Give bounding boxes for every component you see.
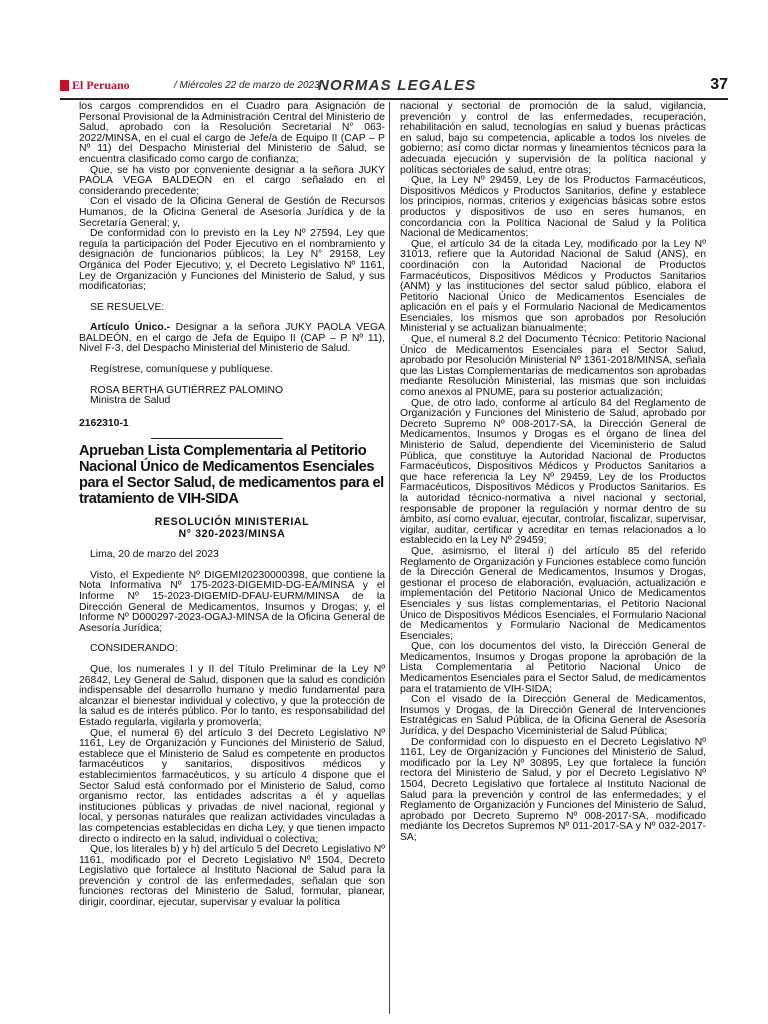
closing-line: Regístrese, comuníquese y publíquese. bbox=[90, 364, 274, 376]
paragraph: Que, el numeral 6) del artículo 3 del Decreto Legislativo Nº 1161, Ley de Organización y Funciones del Ministerio de Salud, establece que el Ministerio de Salud es competente en productos farmacéuticos y sanitarios, dispositivos médicos y establecimientos farmacéuticos, y su artículo 4 dispone que el Sector Salud está conformado por el Ministerio de Salud, como organismo rector, las entidades adscritas a él y aquellas instituciones públicas y privadas de nivel nacional, regional y local, y personas naturales que realizan actividades vinculadas a las competencias establecidas en dicha Ley, y que tienen impacto directo o indirecto en la salud, individual o colectiva; bbox=[79, 727, 385, 845]
paragraph: Que, se ha visto por conveniente designar a la señora JUKY PAOLA VEGA BALDEÓN en el cargo señalado en el considerando precedente; bbox=[79, 164, 385, 197]
divider-rule bbox=[151, 438, 283, 439]
left-column bbox=[79, 102, 385, 909]
paragraph: De conformidad con lo dispuesto en el Decreto Legislativo Nº 1161, Ley de Organización y Funciones del Ministerio de Salud, modificado por la Ley Nº 30895, Ley que fortalece la función rectora del Ministerio de Salud, y por el Decreto Legislativo Nº 1504, Decreto Legislativo que fortalece al Instituto Nacional de Salud para la prevención y control de las enfermedades; y el Reglamento de Organización y Funciones del Ministerio de Salud, aprobado por Decreto Supremo Nº 008-2017-SA, modificado mediante los Decretos Supremos Nº 011-2017-SA y Nº 032-2017-SA; bbox=[400, 736, 706, 843]
paragraph: Con el visado de la Oficina General de Gestión de Recursos Humanos, de la Oficina General de Asesoría Jurídica y de la Secretaría General; y, bbox=[79, 196, 385, 229]
paragraph: Que, de otro lado, conforme al artículo 84 del Reglamento de Organización y Funciones del Ministerio de Salud, aprobado por Decreto Supremo Nº 008-2017-SA, la Dirección General de Medicamentos, Insumos y Drogas es el órgano de línea del Ministerio de Salud, dependiente del Viceministerio de Salud Pública, que constituye la Autoridad Nacional de Productos Farmacéuticos, Dispositivos Médicos y Productos Sanitarios a que hace referencia la Ley Nº 29459, Ley de los Productos Farmacéuticos, Dispositivos Médicos y Productos Sanitarios. Es la autoridad técnico-normativa a nivel nacional y sectorial, responsable de proponer la regulación y normar dentro de su ámbito, así como evaluar, ejecutar, controlar, fiscalizar, supervisar, vigilar, auditar, certificar y acreditar en temas relacionados a lo establecido en la Ley Nº 29459; bbox=[400, 397, 706, 547]
paragraph: nacional y sectorial de promoción de la salud, vigilancia, prevención y control de las enfermedades, recuperación, rehabilitación en salud, tecnologías en salud y buenas prácticas en salud, bajo su competencia, aplicable a todos los niveles de gobierno; así como dictar normas y lineamientos técnicos para la adecuada ejecución y supervisión de la política nacional y políticas sectoriales de salud, entre otras; bbox=[400, 101, 706, 176]
paragraph: Con el visado de la Dirección General de Medicamentos, Insumos y Drogas, de la Dirección General de Intervenciones Estratégicas en Salud Pública, de la Oficina General de Asesoría Jurídica, y del Despacho Viceministerial de Salud Pública; bbox=[400, 694, 706, 738]
signer-name: ROSA BERTHA GUTIÉRREZ PALOMINO bbox=[90, 384, 284, 396]
el-peruano-logo bbox=[60, 78, 130, 93]
paragraph: De conformidad con lo previsto en la Ley Nº 27594, Ley que regula la participación del Poder Ejecutivo en el nombramiento y designación de funcionarios públicos; la Ley N° 29158, Ley Orgánica del Poder Ejecutivo; y, el Decreto Legislativo Nº 1161, Ley de Organización y Funciones del Ministerio de Salud, y sus modificatorias; bbox=[79, 228, 385, 293]
article-unico bbox=[79, 323, 385, 355]
logo-flag-icon bbox=[60, 80, 69, 91]
paragraph: Que, con los documentos del visto, la Dirección General de Medicamentos, Insumos y Drogas propone la aprobación de la Lista Complementaria al Petitorio Nacional Único de Medicamentos Esenciales para el Sector Salud, de medicamentos para el tratamiento de VIH-SIDA; bbox=[400, 641, 706, 695]
logo-text: El Peruano bbox=[72, 78, 130, 92]
signer-title: Ministra de Salud bbox=[90, 395, 171, 407]
considerando-heading: CONSIDERANDO: bbox=[90, 643, 178, 655]
section-title: NORMAS LEGALES bbox=[318, 77, 477, 94]
article-label: Artículo Único.- bbox=[90, 322, 171, 334]
paragraph: Que, los numerales I y II del Título Preliminar de la Ley Nº 26842, Ley General de Salud, disponen que la salud es condición indispensable del desarrollo humano y medio fundamental para alcanzar el bienestar individual y colectivo, y que la protección de la salud es de interés público. Por lo tanto, es responsabilidad del Estado regularla, vigilarla y promoverla; bbox=[79, 664, 385, 728]
date-line: Lima, 20 de marzo del 2023 bbox=[90, 549, 219, 561]
paragraph: Que, asimismo, el literal i) del artículo 85 del referido Reglamento de Organización y Funciones establece como función de la Dirección General de Medicamentos, Insumos y Drogas, gestionar el proceso de elaboración, evaluación, actualización e implementación del Petitorio Nacional Único de Medicamentos Esenciales y sus listas complementarias, el Petitorio Nacional Único de Dispositivos Médicos Esenciales, el Formulario Nacional de Medicamentos y Formulario Nacional de Medicamentos Esenciales; bbox=[400, 545, 706, 642]
se-resuelve: SE RESUELVE: bbox=[90, 301, 165, 313]
page-header bbox=[60, 76, 728, 100]
article-text: Designar a la señora JUKY PAOLA VEGA BALDEÓN, en el cargo de Jefa de Equipo II (CAP – P Nº 11), Nivel F-3, del Despacho Ministerial del Ministerio de Salud. bbox=[79, 322, 385, 355]
column-divider bbox=[389, 102, 390, 1014]
paragraph: Que, el numeral 8.2 del Documento Técnico: Petitorio Nacional Único de Medicamentos Esenciales para el Sector Salud, aprobado por Resolución Ministerial Nº 1361-2018/MINSA, señala que las Listas Complementarias de medicamentos son aprobadas mediante Resolución Ministerial, las mismas que son incluidas como anexos al PNUME, para su posterior actualización; bbox=[400, 334, 706, 399]
publication-code bbox=[79, 419, 385, 430]
paragraph: Que, la Ley Nº 29459, Ley de los Productos Farmacéuticos, Dispositivos Médicos y Productos Sanitarios, define y establece los principios, normas, criterios y exigencias básicas sobre estos productos y dispositivos de uso en seres humanos, en concordancia con la Política Nacional de Salud y la Política Nacional de Medicamentos; bbox=[400, 175, 706, 240]
paragraph: Que, los literales b) y h) del artículo 5 del Decreto Legislativo Nº 1161, modificado por el Decreto Legislativo Nº 1504, Decreto Legislativo que fortalece al Instituto Nacional de Salud para la prevención y control de las enfermedades, señalan que son funciones rectoras del Ministerio de Salud, formular, planear, dirigir, coordinar, ejecutar, supervisar y evaluar la política bbox=[79, 844, 385, 909]
visto-paragraph: Visto, el Expediente Nº DIGEMI20230000398, que contiene la Nota Informativa Nº 175-2023-DIGEMID-DG-EA/MINSA y el Informe Nº 15-2023-DIGEMID-DFAU-EURM/MINSA de la Dirección General de Medicamentos, Insumos y Drogas; y, el Informe Nº D000297-2023-OGAJ-MINSA de la Oficina General de Asesoría Jurídica; bbox=[79, 569, 385, 634]
norm-title: Aprueban Lista Complementaria al Petitorio Nacional Único de Medicamentos Esenciales para el Sector Salud, de medicamentos para el tratamiento de VIH-SIDA bbox=[79, 443, 384, 508]
resolution-title: RESOLUCIÓN MINISTERIAL bbox=[154, 516, 310, 529]
header-date: / Miércoles 22 de marzo de 2023 bbox=[174, 80, 320, 91]
page-number: 37 bbox=[710, 76, 728, 93]
code-text: 2162310-1 bbox=[79, 417, 129, 429]
resolution-number: N° 320-2023/MINSA bbox=[178, 527, 286, 540]
right-column bbox=[400, 102, 706, 844]
paragraph: Que, el artículo 34 de la citada Ley, modificado por la Ley Nº 31013, refiere que la Autoridad Nacional de Salud (ANS), en coordinación con la Autoridad Nacional de Productos Farmacéuticos, Dispositivos Médicos y Productos Sanitarios (ANM) y las instituciones del sector salud público, elabora el Petitorio Nacional Único de Medicamentos Esenciales de aplicación en el país y el Formulario Nacional de Medicamentos Esenciales, los mismos que son aprobados por Resolución Ministerial y se actualizan bianualmente; bbox=[400, 238, 706, 335]
paragraph: los cargos comprendidos en el Cuadro para Asignación de Personal Provisional de la Administración Central del Ministerio de Salud, aprobado con la Resolución Secretarial N° 063-2022/MINSA, en el cual el cargo de Jefe/a de Equipo II (CAP – P Nº 11) del Despacho Ministerial del Ministerio de Salud, se encuentra clasificado como cargo de confianza; bbox=[79, 101, 385, 165]
